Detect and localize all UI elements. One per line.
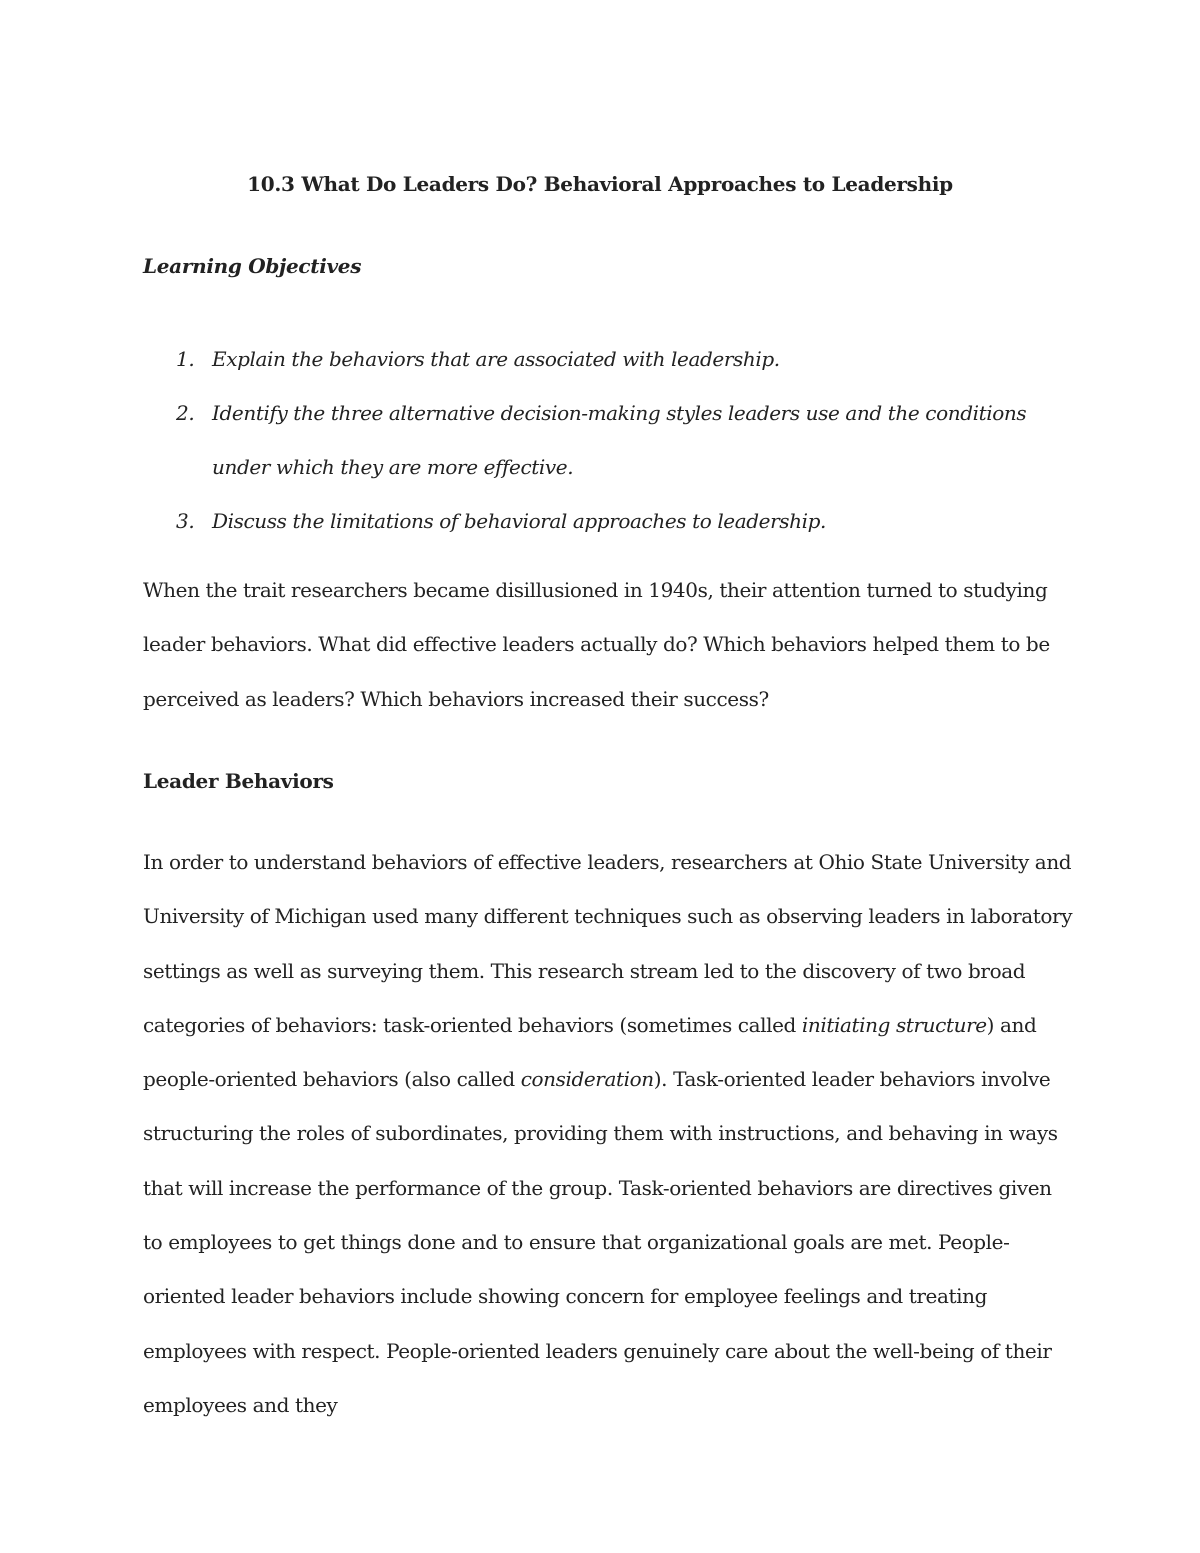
body-text: In order to understand behaviors of effective leaders, researchers at Ohio State University and University of Michigan used many different techniques such as observing leaders in laboratory settings as well as surveying them. This research stream led to the discovery of two broad categories of behaviors: task-oriented behaviors (sometimes called [143, 850, 1073, 1037]
intro-paragraph: When the trait researchers became disillusioned in 1940s, their attention turned to studying leader behaviors. What did effective leaders actually do? Which behaviors helped them to be perceived as leaders? Which behaviors increased their success? [143, 578, 1050, 711]
list-item [143, 332, 1073, 386]
list-item-text: Identify the three alternative decision-making styles leaders use and the conditions under which they are more effective. [212, 401, 1027, 479]
section-heading: Leader Behaviors [143, 769, 334, 793]
list-item-number: 2. [176, 401, 195, 425]
list-item-number: 1. [176, 347, 195, 371]
body-text: ) and people-oriented behaviors (also called [143, 1012, 1037, 1092]
body-text: ). Task-oriented leader behaviors involve structuring the roles of subordinates, providing them with instructions, and behaving in ways that will increase the performance of the group. Task-oriented behaviors are directives given to employees to get things done and to ensure that organizational goals are met. People-oriented leader behaviors include showing concern for employee feelings and treating employees with respect. People-oriented leaders genuinely care about the well-being of their employees and they [143, 1067, 1058, 1417]
list-item-number: 3. [176, 509, 195, 533]
page-title: 10.3 What Do Leaders Do? Behavioral Approaches to Leadership [247, 172, 953, 196]
term-initiating-structure: initiating structure [801, 1012, 987, 1037]
body-paragraph [143, 835, 1073, 1432]
list-item [143, 494, 1073, 548]
learning-objectives-list [143, 332, 1073, 548]
list-item-text: Explain the behaviors that are associated with leadership. [212, 347, 780, 371]
learning-objectives-heading: Learning Objectives [143, 254, 362, 278]
list-item-text: Discuss the limitations of behavioral approaches to leadership. [212, 509, 826, 533]
term-consideration: consideration [520, 1067, 654, 1092]
list-item [143, 386, 1073, 494]
